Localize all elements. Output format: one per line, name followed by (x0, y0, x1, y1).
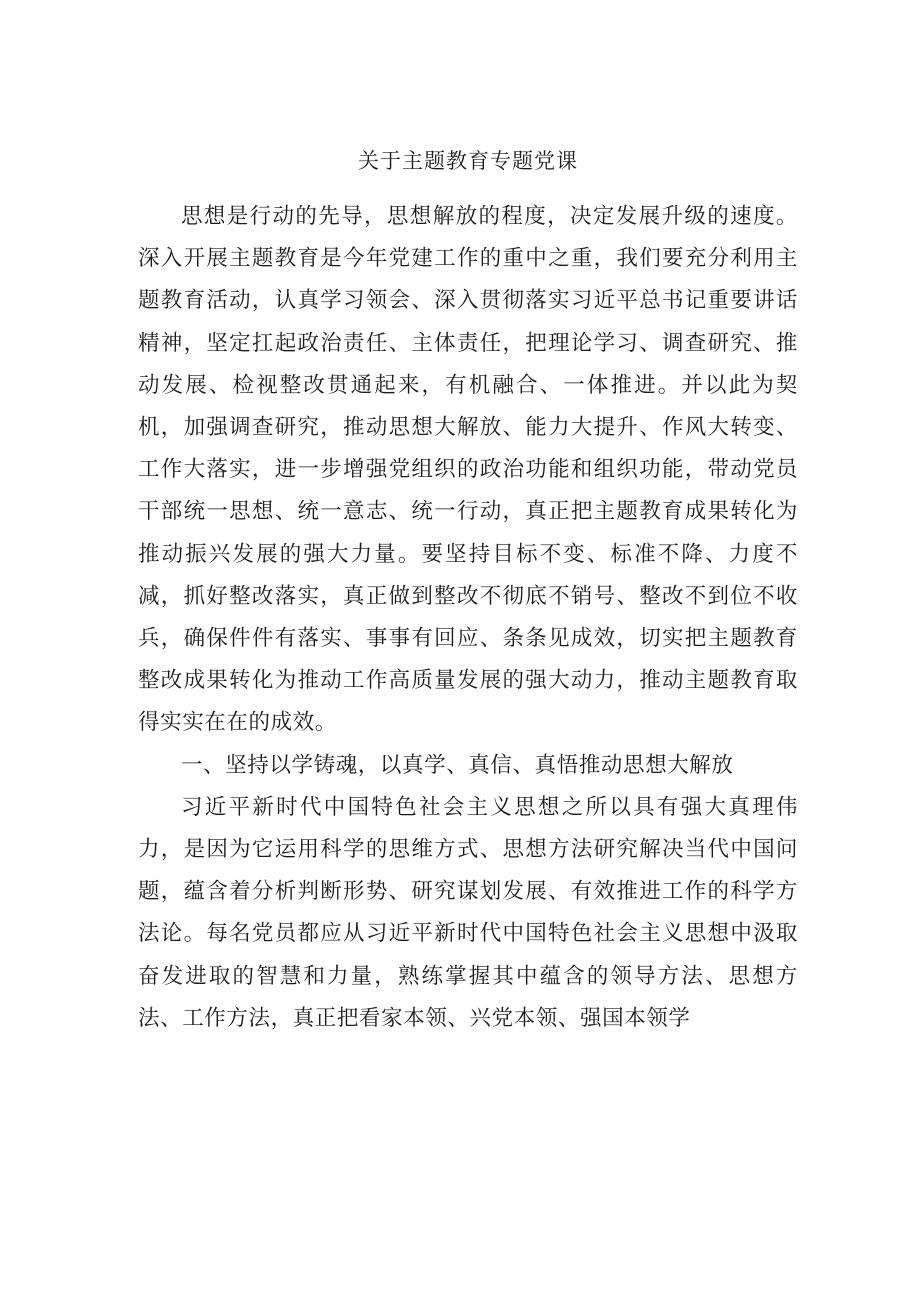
body-paragraph-2: 习近平新时代中国特色社会主义思想之所以具有强大真理伟力，是因为它运用科学的思维方式、思想方法研究解决当代中国问题，蕴含着分析判断形势、研究谋划发展、有效推进工作的科学方法论。每名党员都应从习近平新时代中国特色社会主义思想中汲取奋发进取的智慧和力量，熟练掌握其中蕴含的领导方法、思想方法、工作方法，真正把看家本领、兴党本领、强国本领学 (138, 794, 798, 1031)
document-title: 关于主题教育专题党课 (358, 149, 578, 173)
document-page (138, 140, 798, 1040)
body-paragraph-1: 思想是行动的先导，思想解放的程度，决定发展升级的速度。深入开展主题教育是今年党建工作的重中之重，我们要充分利用主题教育活动，认真学习领会、深入贯彻落实习近平总书记重要讲话精神，坚定扛起政治责任、主体责任，把理论学习、调查研究、推动发展、检视整改贯通起来，有机融合、一体推进。并以此为契机，加强调查研究，推动思想大解放、能力大提升、作风大转变、工作大落实，进一步增强党组织的政治功能和组织功能，带动党员干部统一思想、统一意志、统一行动，真正把主题教育成果转化为推动振兴发展的强大力量。要坚持目标不变、标准不降、力度不减，抓好整改落实，真正做到整改不彻底不销号、整改不到位不收兵，确保件件有落实、事事有回应、条条见成效，切实把主题教育整改成果转化为推动工作高质量发展的强大动力，推动主题教育取得实实在在的成效。 (138, 204, 798, 736)
section-heading-1: 一、坚持以学铸魂，以真学、真信、真悟推动思想大解放 (181, 752, 734, 778)
